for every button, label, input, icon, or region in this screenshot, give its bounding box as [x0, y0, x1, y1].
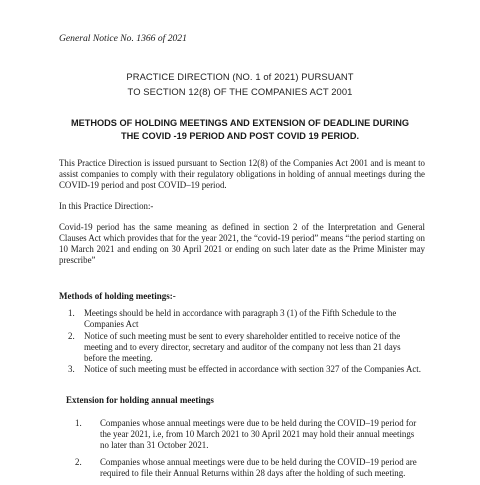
list-item: [68, 364, 424, 375]
list-item-text: Companies whose annual meetings were due to be held during the COVID–19 period are required to file their Annual Returns within 28 days after the holding of such meeting.: [100, 457, 417, 478]
extension-heading: Extension for holding annual meetings: [66, 395, 214, 405]
in-this-direction-paragraph: In this Practice Direction:-: [59, 201, 154, 211]
list-item-text: Companies whose annual meetings were due to be held during the COVID–19 period for the year 2021, i.e, from 10 March 2021 to 30 April 2021 may hold their annual meetings no later than 31 October 2021.: [100, 418, 417, 450]
main-title-line-2: THE COVID -19 PERIOD AND POST COVID 19 PERIOD.: [120, 130, 360, 141]
list-item-text: Notice of such meeting must be effected in accordance with section 327 of the Companies Act.: [84, 364, 421, 374]
list-item: [68, 330, 424, 364]
list-item-text: Notice of such meeting must be sent to every shareholder entitled to receive notice of the meeting and to every director, secretary and auditor of the company not less than 21 days before the meeting.: [84, 330, 401, 363]
list-item: [68, 308, 424, 330]
list-item-number: 1.: [68, 308, 75, 318]
covid-period-definition-paragraph: Covid-19 period has the same meaning as defined in section 2 of the Interpretation and General Clauses Act which provides that for the year 2021, the “covid-19 period” means “the period starting on 10 March 2021 and ending on 30 April 2021 or ending on such later date as the Prime Minister may prescribe”: [59, 222, 425, 265]
practice-direction-title-line-1: PRACTICE DIRECTION (NO. 1 of 2021) PURSUANT: [126, 71, 354, 82]
methods-heading: Methods of holding meetings:-: [59, 291, 176, 301]
list-item-text: Meetings should be held in accordance with paragraph 3 (1) of the Fifth Schedule to the Companies Act: [84, 308, 397, 329]
list-item-number: 1.: [75, 418, 82, 428]
list-item-number: 2.: [75, 457, 82, 467]
list-item-number: 2.: [68, 330, 75, 341]
document-main-title: [40, 117, 440, 142]
practice-direction-title: [0, 69, 480, 99]
extension-list: [75, 418, 425, 485]
practice-direction-title-line-2: TO SECTION 12(8) OF THE COMPANIES ACT 2001: [127, 86, 353, 97]
methods-list: [68, 308, 424, 376]
list-item: [75, 418, 425, 451]
list-item: [75, 457, 425, 479]
main-title-line-1: METHODS OF HOLDING MEETINGS AND EXTENSION OF DEADLINE DURING: [70, 118, 410, 128]
intro-paragraph: This Practice Direction is issued pursuant to Section 12(8) of the Companies Act 2001 and is meant to assist companies to comply with their regulatory obligations in holding of annual meetings during the COVID-19 period and post COVID–19 period.: [59, 158, 425, 190]
general-notice-number: General Notice No. 1366 of 2021: [59, 33, 187, 44]
list-item-number: 3.: [68, 364, 75, 374]
